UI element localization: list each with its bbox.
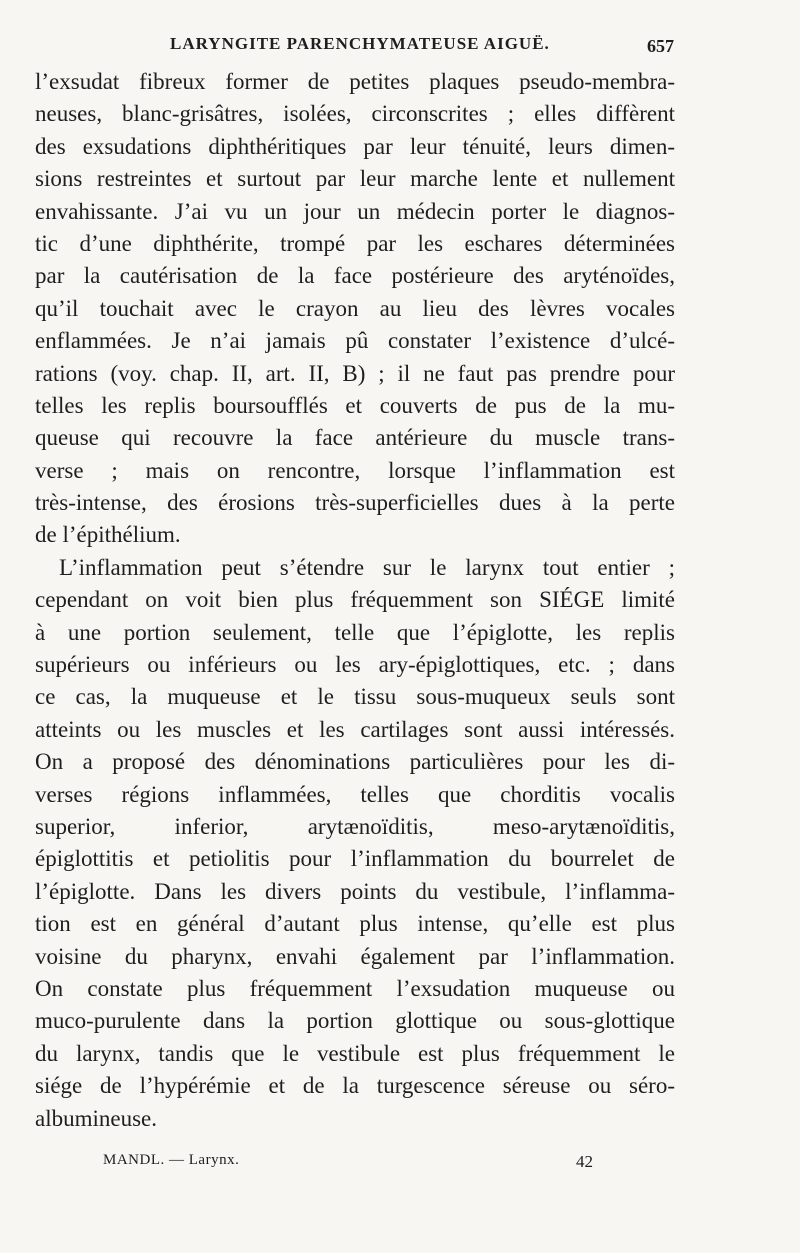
- text-line: tic d’une diphthérite, trompé par les eschares déterminées: [35, 230, 675, 256]
- text-line: telles les replis boursoufflés et couverts de pus de la mu-: [35, 392, 675, 418]
- text-line: qu’il touchait avec le crayon au lieu des lèvres vocales: [35, 295, 675, 321]
- text-line: l’exsudat fibreux former de petites plaques pseudo-membra-: [35, 69, 675, 94]
- body-text: [35, 66, 675, 1135]
- text-line: épiglottitis et petiolitis pour l’inflammation du bourrelet de: [35, 846, 675, 872]
- text-line: cependant on voit bien plus fréquemment son SIÉGE limité: [35, 587, 675, 613]
- text-line: verse ; mais on rencontre, lorsque l’inflammation est: [35, 457, 675, 483]
- text-line: superior, inferior, arytænoïditis, meso-arytænoïditis,: [35, 813, 675, 839]
- text-line: très-intense, des érosions très-superficielles dues à la perte: [35, 490, 675, 516]
- page-footer: [103, 1152, 603, 1178]
- text-line: siége de l’hypérémie et de la turgescence séreuse ou séro-: [35, 1073, 675, 1099]
- text-line: verses régions inflammées, telles que chorditis vocalis: [35, 781, 675, 807]
- running-title: LARYNGITE PARENCHYMATEUSE AIGUË.: [170, 34, 550, 53]
- text-line: supérieurs ou inférieurs ou les ary-épiglottiques, etc. ; dans: [35, 652, 675, 678]
- text-line: L’inflammation peut s’étendre sur le larynx tout entier ;: [59, 554, 675, 580]
- text-line: du larynx, tandis que le vestibule est plus fréquemment le: [35, 1040, 675, 1066]
- text-line: neuses, blanc-grisâtres, isolées, circonscrites ; elles diffèrent: [35, 101, 675, 127]
- text-line: albumineuse.: [35, 1105, 157, 1131]
- text-line: rations (voy. chap. II, art. II, B) ; il ne faut pas prendre pour: [35, 360, 675, 386]
- text-line: sions restreintes et surtout par leur marche lente et nullement: [35, 166, 675, 192]
- signature-mark: 42: [576, 1152, 593, 1171]
- footer-book-title: MANDL. — Larynx.: [103, 1152, 240, 1168]
- text-line: On a proposé des dénominations particulières pour les di-: [35, 749, 675, 775]
- text-line: voisine du pharynx, envahi également par l’inflammation.: [35, 943, 675, 969]
- text-line: muco-purulente dans la portion glottique ou sous-glottique: [35, 1008, 675, 1034]
- text-line: de l’épithélium.: [35, 522, 181, 548]
- page-number: 657: [647, 36, 674, 56]
- text-line: On constate plus fréquemment l’exsudation muqueuse ou: [35, 975, 675, 1001]
- text-line: par la cautérisation de la face postérieure des aryténoïdes,: [35, 263, 675, 289]
- text-line: ce cas, la muqueuse et le tissu sous-muqueux seuls sont: [35, 684, 675, 710]
- text-line: enflammées. Je n’ai jamais pû constater l’existence d’ulcé-: [35, 328, 675, 354]
- text-line: envahissante. J’ai vu un jour un médecin porter le diagnos-: [35, 198, 675, 224]
- text-line: des exsudations diphthéritiques par leur ténuité, leurs dimen-: [35, 133, 675, 159]
- text-line: atteints ou les muscles et les cartilages sont aussi intéressés.: [35, 716, 675, 742]
- text-line: à une portion seulement, telle que l’épiglotte, les replis: [35, 619, 675, 645]
- text-line: queuse qui recouvre la face antérieure du muscle trans-: [35, 425, 675, 451]
- running-header: [40, 30, 674, 58]
- text-line: tion est en général d’autant plus intense, qu’elle est plus: [35, 911, 675, 937]
- text-line: l’épiglotte. Dans les divers points du vestibule, l’inflamma-: [35, 878, 675, 904]
